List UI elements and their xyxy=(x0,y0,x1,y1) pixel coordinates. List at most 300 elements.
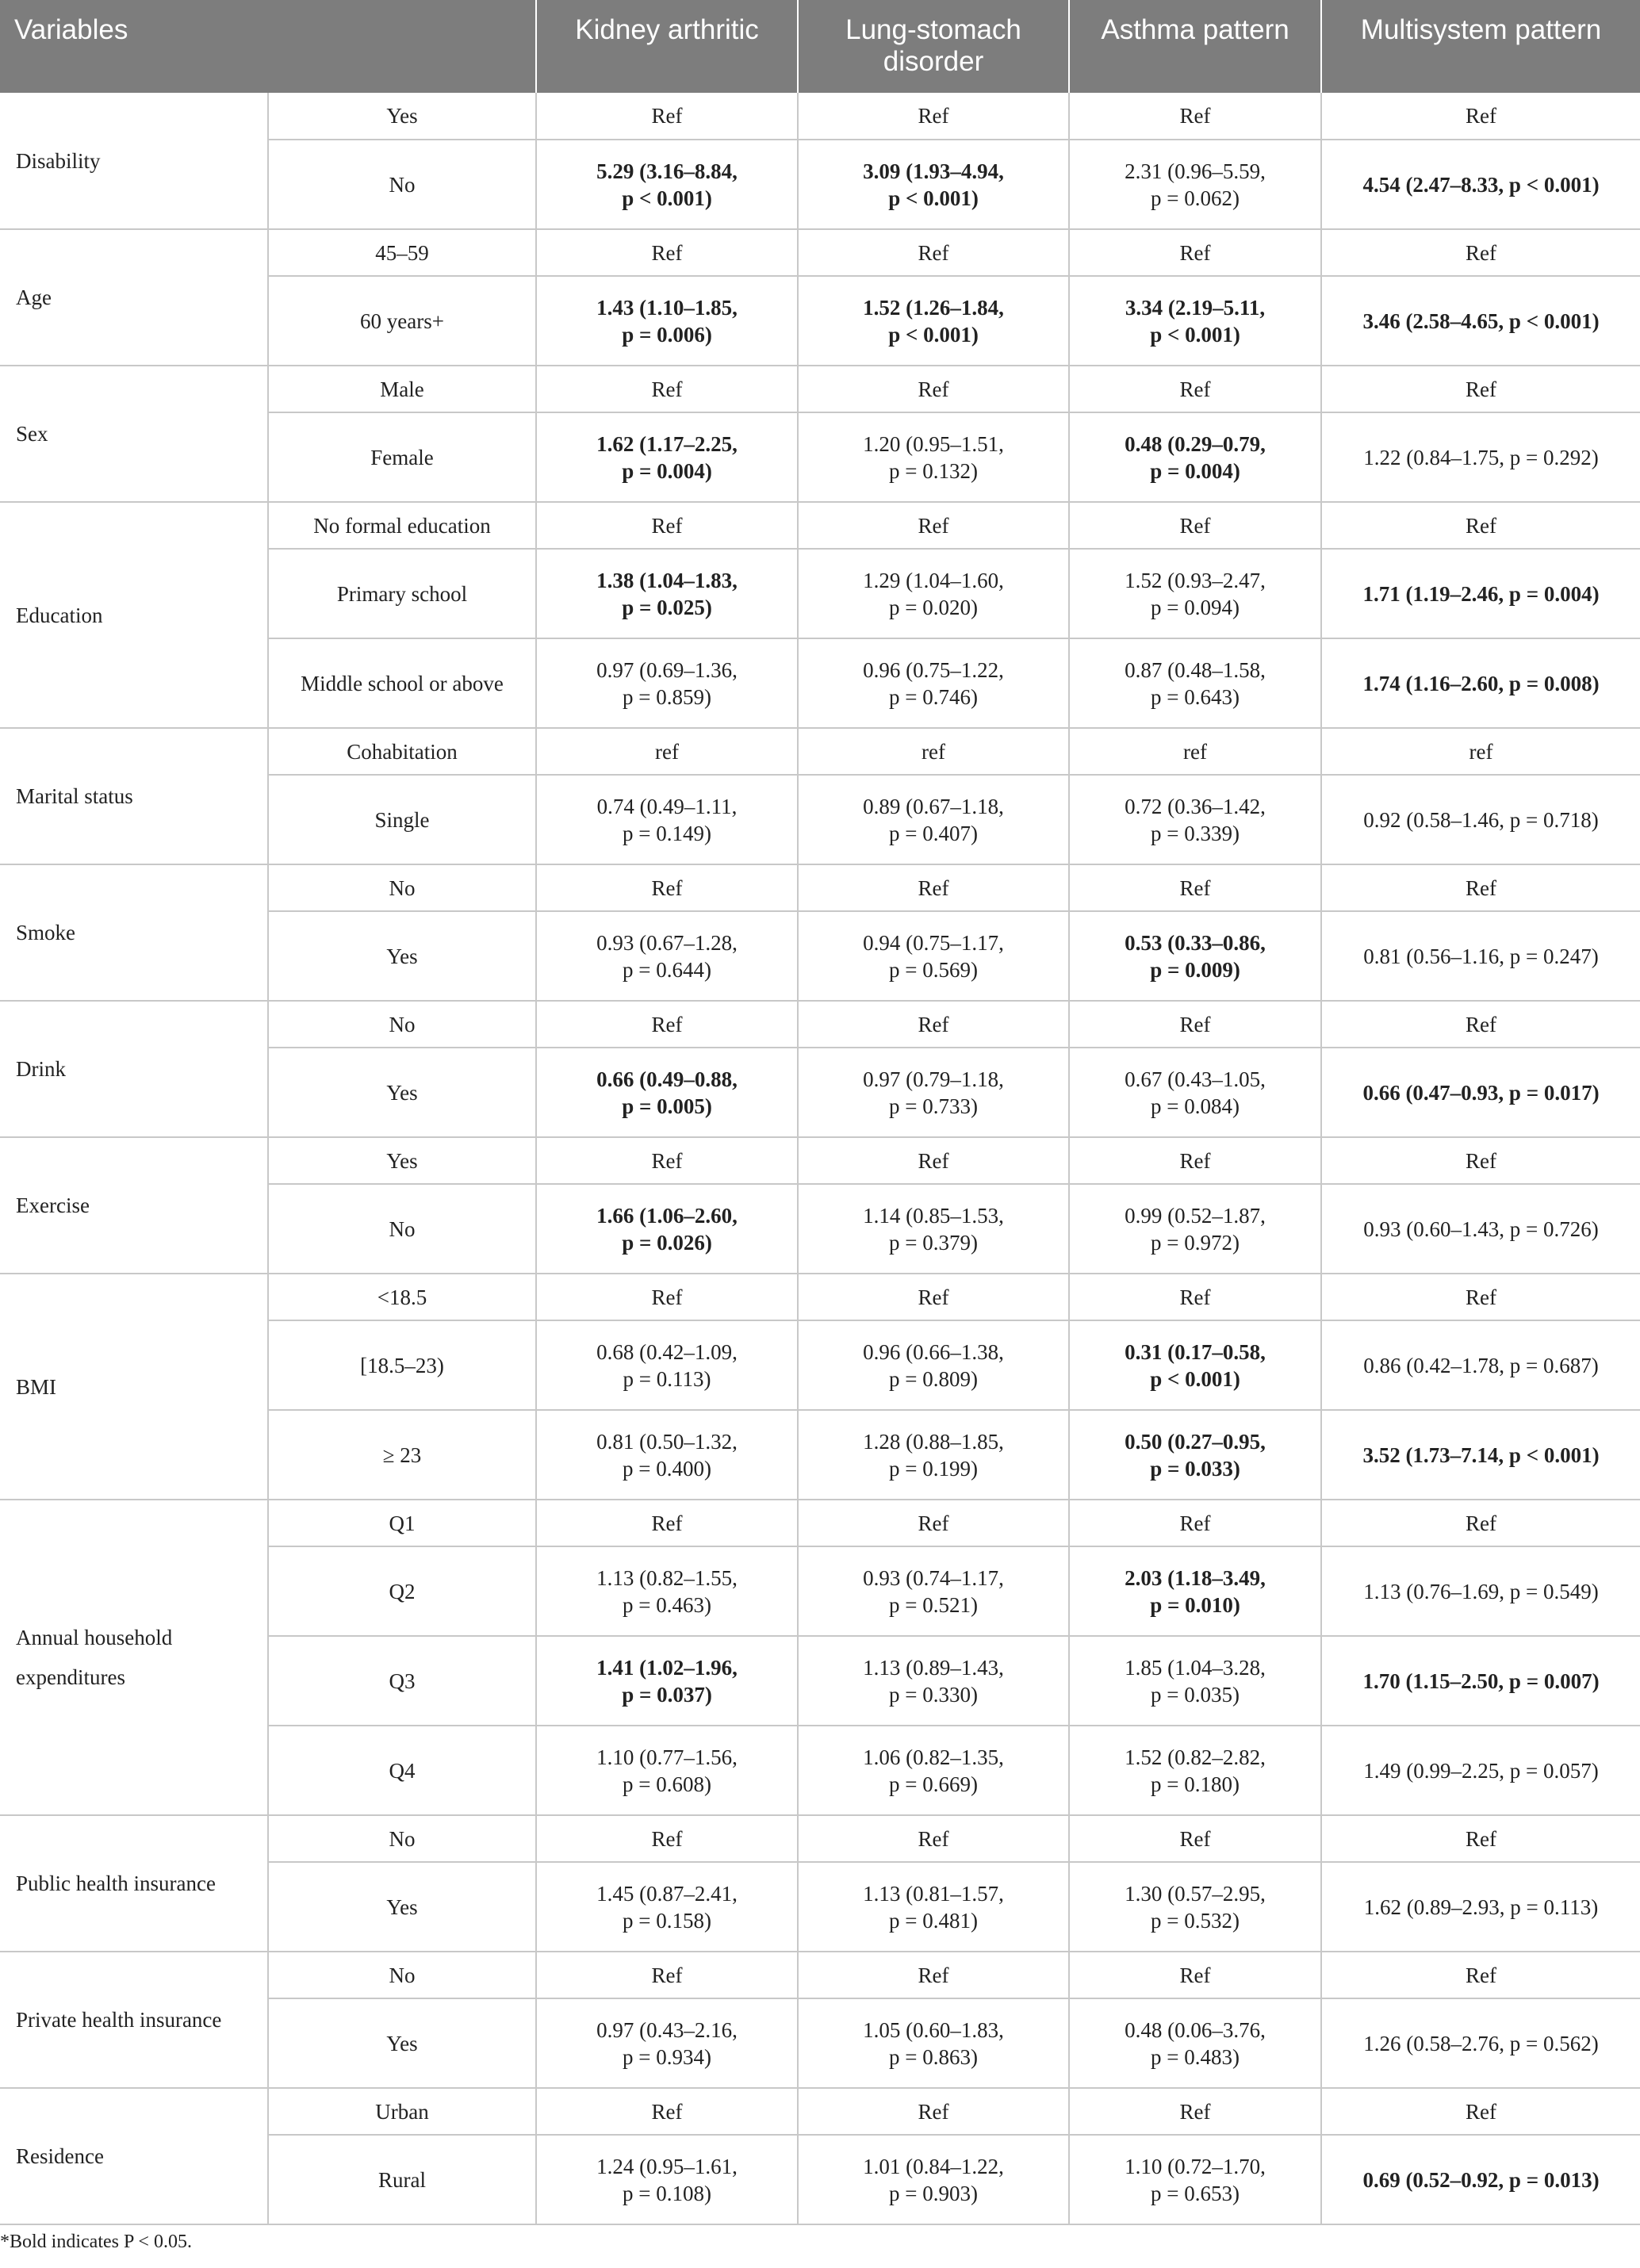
value-text: 1.74 (1.16–2.60, p = 0.008) xyxy=(1362,671,1600,695)
value-cell xyxy=(1069,93,1321,140)
value-text: Ref xyxy=(651,1963,683,1987)
value-text: 0.81 (0.50–1.32, xyxy=(596,1429,738,1454)
value-cell xyxy=(1321,1001,1640,1048)
table-row xyxy=(0,366,1640,412)
value-cell xyxy=(1321,276,1640,366)
value-text: 0.31 (0.17–0.58, xyxy=(1125,1339,1266,1364)
value-cell xyxy=(1321,502,1640,549)
value-text: Ref xyxy=(1466,1511,1496,1535)
header-asthma-pattern: Asthma pattern xyxy=(1069,0,1321,93)
value-cell xyxy=(1321,1137,1640,1184)
variable-name-cell: Age xyxy=(0,229,268,366)
value-text: 1.29 (1.04–1.60, xyxy=(863,568,1004,592)
value-text: p = 0.180) xyxy=(1151,1772,1240,1796)
value-cell xyxy=(536,93,798,140)
value-text: p = 0.132) xyxy=(889,458,978,483)
value-text: Ref xyxy=(651,875,683,900)
value-cell xyxy=(798,2135,1069,2224)
table-row xyxy=(0,1952,1640,1998)
value-cell xyxy=(1069,638,1321,728)
value-cell xyxy=(798,1500,1069,1546)
value-text: 0.93 (0.74–1.17, xyxy=(863,1565,1004,1590)
value-text: 1.30 (0.57–2.95, xyxy=(1125,1881,1266,1906)
value-cell xyxy=(1321,1410,1640,1500)
value-text: Ref xyxy=(918,875,949,900)
value-cell xyxy=(1069,1048,1321,1137)
value-cell xyxy=(798,502,1069,549)
category-cell: No xyxy=(268,1952,536,1998)
value-text: 3.46 (2.58–4.65, p < 0.001) xyxy=(1362,308,1600,333)
value-text: p = 0.407) xyxy=(889,821,978,845)
value-cell xyxy=(536,1137,798,1184)
value-cell xyxy=(1321,229,1640,276)
value-cell xyxy=(798,1274,1069,1320)
value-cell xyxy=(1069,911,1321,1001)
value-cell xyxy=(1069,1815,1321,1862)
value-cell xyxy=(798,1048,1069,1137)
variable-name-cell: Marital status xyxy=(0,728,268,864)
value-cell xyxy=(798,1862,1069,1952)
value-cell xyxy=(798,911,1069,1001)
value-text: 0.68 (0.42–1.09, xyxy=(596,1339,738,1364)
value-text: p = 0.608) xyxy=(623,1772,711,1796)
category-cell: Male xyxy=(268,366,536,412)
value-text: 0.48 (0.06–3.76, xyxy=(1125,2017,1266,2042)
value-cell xyxy=(1321,1048,1640,1137)
value-text: p = 0.005) xyxy=(622,1094,712,1118)
value-text: 0.69 (0.52–0.92, p = 0.013) xyxy=(1362,2167,1600,2192)
value-cell xyxy=(1069,412,1321,502)
value-text: 0.74 (0.49–1.11, xyxy=(596,794,738,818)
value-cell xyxy=(1069,1500,1321,1546)
value-text: Ref xyxy=(651,104,683,128)
value-cell xyxy=(536,1998,798,2088)
category-cell: No xyxy=(268,1001,536,1048)
value-text: Ref xyxy=(918,377,949,401)
value-text: 0.97 (0.79–1.18, xyxy=(863,1067,1004,1091)
category-cell: <18.5 xyxy=(268,1274,536,1320)
table-row xyxy=(0,1137,1640,1184)
table-row xyxy=(0,864,1640,911)
table-row xyxy=(0,502,1640,549)
value-text: p < 0.001) xyxy=(1150,1366,1240,1391)
value-text: 0.87 (0.48–1.58, xyxy=(1125,657,1266,682)
category-cell: No xyxy=(268,1815,536,1862)
value-text: Ref xyxy=(918,1285,949,1309)
value-text: p < 0.001) xyxy=(622,186,712,210)
variable-name-cell: Education xyxy=(0,502,268,728)
value-cell xyxy=(536,229,798,276)
value-text: 1.41 (1.02–1.96, xyxy=(596,1655,738,1680)
value-text: 0.72 (0.36–1.42, xyxy=(1125,794,1266,818)
value-cell xyxy=(536,638,798,728)
value-cell xyxy=(798,1952,1069,1998)
category-cell: Female xyxy=(268,412,536,502)
value-cell xyxy=(798,1320,1069,1410)
value-cell xyxy=(1069,229,1321,276)
value-cell xyxy=(798,1726,1069,1815)
value-text: p = 0.010) xyxy=(1150,1592,1240,1617)
value-cell xyxy=(1069,2135,1321,2224)
value-cell xyxy=(536,1184,798,1274)
value-text: Ref xyxy=(918,513,949,538)
value-cell xyxy=(536,1274,798,1320)
value-text: p = 0.859) xyxy=(623,684,711,709)
value-cell xyxy=(1321,549,1640,638)
value-text: Ref xyxy=(1466,875,1496,900)
value-text: 0.99 (0.52–1.87, xyxy=(1125,1203,1266,1228)
value-text: p = 0.330) xyxy=(889,1682,978,1707)
header-lung-stomach-disorder: Lung-stomach disorder xyxy=(798,0,1069,93)
value-text: Ref xyxy=(1466,240,1496,265)
value-text: p = 0.158) xyxy=(623,1908,711,1933)
value-cell xyxy=(536,1815,798,1862)
category-cell: Cohabitation xyxy=(268,728,536,775)
value-cell xyxy=(536,502,798,549)
value-text: 0.89 (0.67–1.18, xyxy=(863,794,1004,818)
value-text: Ref xyxy=(1466,1148,1496,1173)
value-cell xyxy=(1069,1546,1321,1636)
value-text: p = 0.149) xyxy=(623,821,711,845)
value-cell xyxy=(798,638,1069,728)
value-cell xyxy=(536,1500,798,1546)
value-cell xyxy=(798,366,1069,412)
category-cell: No xyxy=(268,140,536,229)
value-text: 1.52 (1.26–1.84, xyxy=(863,295,1004,320)
value-cell xyxy=(1321,864,1640,911)
value-text: p = 0.733) xyxy=(889,1094,978,1118)
value-cell xyxy=(1069,1137,1321,1184)
value-text: p = 0.026) xyxy=(622,1230,712,1255)
value-text: Ref xyxy=(651,377,683,401)
value-cell xyxy=(1321,775,1640,864)
value-text: 1.66 (1.06–2.60, xyxy=(596,1203,738,1228)
category-cell: Middle school or above xyxy=(268,638,536,728)
value-cell xyxy=(1069,276,1321,366)
value-text: 1.05 (0.60–1.83, xyxy=(863,2017,1004,2042)
value-cell xyxy=(536,864,798,911)
value-cell xyxy=(536,1726,798,1815)
value-text: p = 0.972) xyxy=(1151,1230,1240,1255)
value-text: p = 0.084) xyxy=(1151,1094,1240,1118)
value-cell xyxy=(1321,728,1640,775)
value-text: 5.29 (3.16–8.84, xyxy=(596,159,738,183)
footnote: *Bold indicates P < 0.05. xyxy=(0,2232,192,2252)
value-text: 1.13 (0.76–1.69, p = 0.549) xyxy=(1363,1579,1599,1603)
value-text: 1.49 (0.99–2.25, p = 0.057) xyxy=(1363,1758,1599,1783)
value-text: p = 0.035) xyxy=(1151,1682,1240,1707)
value-cell xyxy=(798,412,1069,502)
variable-name-cell: Drink xyxy=(0,1001,268,1137)
value-text: p = 0.004) xyxy=(1150,458,1240,483)
value-cell xyxy=(1321,93,1640,140)
value-text: p < 0.001) xyxy=(1150,322,1240,347)
value-cell xyxy=(1069,775,1321,864)
value-text: p = 0.020) xyxy=(889,595,978,619)
value-text: 2.31 (0.96–5.59, xyxy=(1125,159,1266,183)
value-cell xyxy=(1321,1998,1640,2088)
value-text: Ref xyxy=(1466,1826,1496,1851)
value-cell xyxy=(1069,140,1321,229)
value-cell xyxy=(798,140,1069,229)
value-text: p = 0.400) xyxy=(623,1456,711,1481)
category-cell: Q3 xyxy=(268,1636,536,1726)
value-text: Ref xyxy=(918,1012,949,1036)
variable-name-cell: Private health insurance xyxy=(0,1952,268,2088)
category-cell: Urban xyxy=(268,2088,536,2135)
value-text: 0.81 (0.56–1.16, p = 0.247) xyxy=(1363,944,1599,968)
value-text: p = 0.569) xyxy=(889,957,978,982)
value-cell xyxy=(798,728,1069,775)
value-cell xyxy=(536,775,798,864)
value-text: Ref xyxy=(1179,1285,1211,1309)
value-cell xyxy=(1321,638,1640,728)
category-cell: Yes xyxy=(268,1998,536,2088)
value-cell xyxy=(1321,1320,1640,1410)
variable-name-cell: Public health insurance xyxy=(0,1815,268,1952)
value-cell xyxy=(1069,1410,1321,1500)
variable-name-cell: Annual household expenditures xyxy=(0,1500,268,1815)
value-cell xyxy=(798,1546,1069,1636)
value-cell xyxy=(536,728,798,775)
value-cell xyxy=(536,1320,798,1410)
value-cell xyxy=(798,1184,1069,1274)
variable-name-cell: Sex xyxy=(0,366,268,502)
value-text: 1.01 (0.84–1.22, xyxy=(863,2154,1004,2178)
value-cell xyxy=(536,1410,798,1500)
value-text: Ref xyxy=(918,1826,949,1851)
value-cell xyxy=(798,229,1069,276)
value-text: Ref xyxy=(1179,2099,1211,2124)
value-text: 1.43 (1.10–1.85, xyxy=(596,295,738,320)
category-cell: 60 years+ xyxy=(268,276,536,366)
value-cell xyxy=(1069,1320,1321,1410)
value-cell xyxy=(536,1952,798,1998)
value-cell xyxy=(536,1546,798,1636)
value-cell xyxy=(536,412,798,502)
value-text: p = 0.009) xyxy=(1150,957,1240,982)
value-text: p = 0.199) xyxy=(889,1456,978,1481)
value-cell xyxy=(536,1001,798,1048)
value-text: 3.34 (2.19–5.11, xyxy=(1125,295,1266,320)
value-text: Ref xyxy=(1466,104,1496,128)
value-text: Ref xyxy=(1179,875,1211,900)
category-cell: Yes xyxy=(268,911,536,1001)
table-row xyxy=(0,1815,1640,1862)
value-cell xyxy=(798,775,1069,864)
value-text: Ref xyxy=(1179,1826,1211,1851)
value-cell xyxy=(1321,1274,1640,1320)
value-cell xyxy=(1069,2088,1321,2135)
value-text: p = 0.644) xyxy=(623,957,711,982)
value-text: Ref xyxy=(918,240,949,265)
variable-name-cell: BMI xyxy=(0,1274,268,1500)
value-text: 1.06 (0.82–1.35, xyxy=(863,1745,1004,1769)
table-body xyxy=(0,93,1640,2224)
value-cell xyxy=(1321,911,1640,1001)
value-text: Ref xyxy=(651,1285,683,1309)
value-cell xyxy=(1321,1952,1640,1998)
variable-name-cell: Exercise xyxy=(0,1137,268,1274)
value-text: p = 0.669) xyxy=(889,1772,978,1796)
value-text: Ref xyxy=(1179,1963,1211,1987)
value-cell xyxy=(536,1048,798,1137)
category-cell: Yes xyxy=(268,1862,536,1952)
table-header xyxy=(0,0,1640,93)
value-text: p = 0.025) xyxy=(622,595,712,619)
value-cell xyxy=(1321,1862,1640,1952)
value-text: p = 0.379) xyxy=(889,1230,978,1255)
value-cell xyxy=(536,1636,798,1726)
value-text: p = 0.481) xyxy=(889,1908,978,1933)
value-text: 1.14 (0.85–1.53, xyxy=(863,1203,1004,1228)
table-row xyxy=(0,1001,1640,1048)
value-cell xyxy=(1069,728,1321,775)
category-cell: No xyxy=(268,864,536,911)
header-kidney-arthritic: Kidney arthritic xyxy=(536,0,798,93)
value-cell xyxy=(1069,1636,1321,1726)
value-text: Ref xyxy=(918,1148,949,1173)
value-cell xyxy=(1321,2088,1640,2135)
value-text: 1.70 (1.15–2.50, p = 0.007) xyxy=(1362,1668,1600,1693)
value-cell xyxy=(1069,1274,1321,1320)
value-cell xyxy=(1321,1184,1640,1274)
value-text: p = 0.004) xyxy=(622,458,712,483)
value-cell xyxy=(798,549,1069,638)
value-text: 0.97 (0.43–2.16, xyxy=(596,2017,738,2042)
value-text: Ref xyxy=(1179,240,1211,265)
value-text: 0.67 (0.43–1.05, xyxy=(1125,1067,1266,1091)
value-text: p < 0.001) xyxy=(888,322,979,347)
value-text: 1.26 (0.58–2.76, p = 0.562) xyxy=(1363,2031,1599,2055)
value-text: 1.13 (0.89–1.43, xyxy=(863,1655,1004,1680)
value-text: p = 0.653) xyxy=(1151,2181,1240,2205)
category-cell: Q4 xyxy=(268,1726,536,1815)
value-text: Ref xyxy=(651,240,683,265)
value-text: ref xyxy=(1183,739,1207,764)
value-text: Ref xyxy=(1179,377,1211,401)
value-cell xyxy=(536,2088,798,2135)
table-row xyxy=(0,1500,1640,1546)
value-text: Ref xyxy=(1466,1963,1496,1987)
value-cell xyxy=(1321,1636,1640,1726)
value-text: 0.66 (0.47–0.93, p = 0.017) xyxy=(1362,1080,1600,1105)
value-text: Ref xyxy=(918,2099,949,2124)
value-text: ref xyxy=(922,739,945,764)
value-cell xyxy=(536,366,798,412)
value-text: 1.22 (0.84–1.75, p = 0.292) xyxy=(1363,445,1599,469)
value-text: Ref xyxy=(1466,1012,1496,1036)
value-cell xyxy=(798,1636,1069,1726)
value-cell xyxy=(1321,366,1640,412)
value-text: 0.86 (0.42–1.78, p = 0.687) xyxy=(1363,1353,1599,1377)
value-cell xyxy=(798,1001,1069,1048)
value-text: p = 0.062) xyxy=(1151,186,1240,210)
category-cell: Yes xyxy=(268,1137,536,1184)
value-cell xyxy=(536,911,798,1001)
table-row xyxy=(0,2088,1640,2135)
category-cell: Q2 xyxy=(268,1546,536,1636)
value-text: 4.54 (2.47–8.33, p < 0.001) xyxy=(1362,172,1600,197)
value-cell xyxy=(1069,864,1321,911)
category-cell: Rural xyxy=(268,2135,536,2224)
value-text: 0.93 (0.67–1.28, xyxy=(596,930,738,955)
value-text: 0.96 (0.66–1.38, xyxy=(863,1339,1004,1364)
value-cell xyxy=(1069,1726,1321,1815)
value-text: p = 0.108) xyxy=(623,2181,711,2205)
value-text: 0.48 (0.29–0.79, xyxy=(1125,431,1266,456)
category-cell: Single xyxy=(268,775,536,864)
value-text: p = 0.934) xyxy=(623,2044,711,2069)
value-text: 1.10 (0.77–1.56, xyxy=(596,1745,738,1769)
value-text: p = 0.532) xyxy=(1151,1908,1240,1933)
category-cell: Primary school xyxy=(268,549,536,638)
category-cell: [18.5–23) xyxy=(268,1320,536,1410)
value-cell xyxy=(1069,1001,1321,1048)
value-text: Ref xyxy=(1179,513,1211,538)
value-text: 1.24 (0.95–1.61, xyxy=(596,2154,738,2178)
value-cell xyxy=(536,2135,798,2224)
value-text: 1.13 (0.82–1.55, xyxy=(596,1565,738,1590)
value-cell xyxy=(1069,549,1321,638)
value-text: Ref xyxy=(651,1012,683,1036)
variable-name-cell: Disability xyxy=(0,93,268,229)
category-cell: ≥ 23 xyxy=(268,1410,536,1500)
table-row xyxy=(0,1274,1640,1320)
value-cell xyxy=(798,1410,1069,1500)
value-cell xyxy=(1321,1726,1640,1815)
value-text: Ref xyxy=(1179,1511,1211,1535)
value-text: Ref xyxy=(918,104,949,128)
category-cell: 45–59 xyxy=(268,229,536,276)
category-cell: Yes xyxy=(268,93,536,140)
value-text: 1.13 (0.81–1.57, xyxy=(863,1881,1004,1906)
value-text: 1.85 (1.04–3.28, xyxy=(1125,1655,1266,1680)
value-text: 0.93 (0.60–1.43, p = 0.726) xyxy=(1363,1216,1599,1241)
value-text: Ref xyxy=(1179,1012,1211,1036)
value-text: 1.62 (0.89–2.93, p = 0.113) xyxy=(1363,1894,1599,1919)
value-text: p = 0.113) xyxy=(623,1366,711,1391)
value-cell xyxy=(1321,1815,1640,1862)
table-row xyxy=(0,93,1640,140)
value-text: p = 0.809) xyxy=(889,1366,978,1391)
value-text: Ref xyxy=(1466,513,1496,538)
value-text: 1.62 (1.17–2.25, xyxy=(596,431,738,456)
value-text: p = 0.643) xyxy=(1151,684,1240,709)
value-text: p = 0.863) xyxy=(889,2044,978,2069)
value-cell xyxy=(798,864,1069,911)
value-cell xyxy=(798,276,1069,366)
value-text: Ref xyxy=(918,1963,949,1987)
value-cell xyxy=(798,1815,1069,1862)
value-text: p = 0.746) xyxy=(889,684,978,709)
value-text: Ref xyxy=(651,513,683,538)
value-cell xyxy=(1321,1500,1640,1546)
value-text: Ref xyxy=(651,1826,683,1851)
value-text: ref xyxy=(655,739,679,764)
value-text: 1.10 (0.72–1.70, xyxy=(1125,2154,1266,2178)
value-text: p = 0.521) xyxy=(889,1592,978,1617)
category-cell: No xyxy=(268,1184,536,1274)
value-text: 0.96 (0.75–1.22, xyxy=(863,657,1004,682)
value-cell xyxy=(1069,366,1321,412)
value-text: 3.09 (1.93–4.94, xyxy=(863,159,1004,183)
value-cell xyxy=(1069,1184,1321,1274)
category-cell: Yes xyxy=(268,1048,536,1137)
value-cell xyxy=(1321,140,1640,229)
table-row xyxy=(0,229,1640,276)
value-text: 0.66 (0.49–0.88, xyxy=(596,1067,738,1091)
